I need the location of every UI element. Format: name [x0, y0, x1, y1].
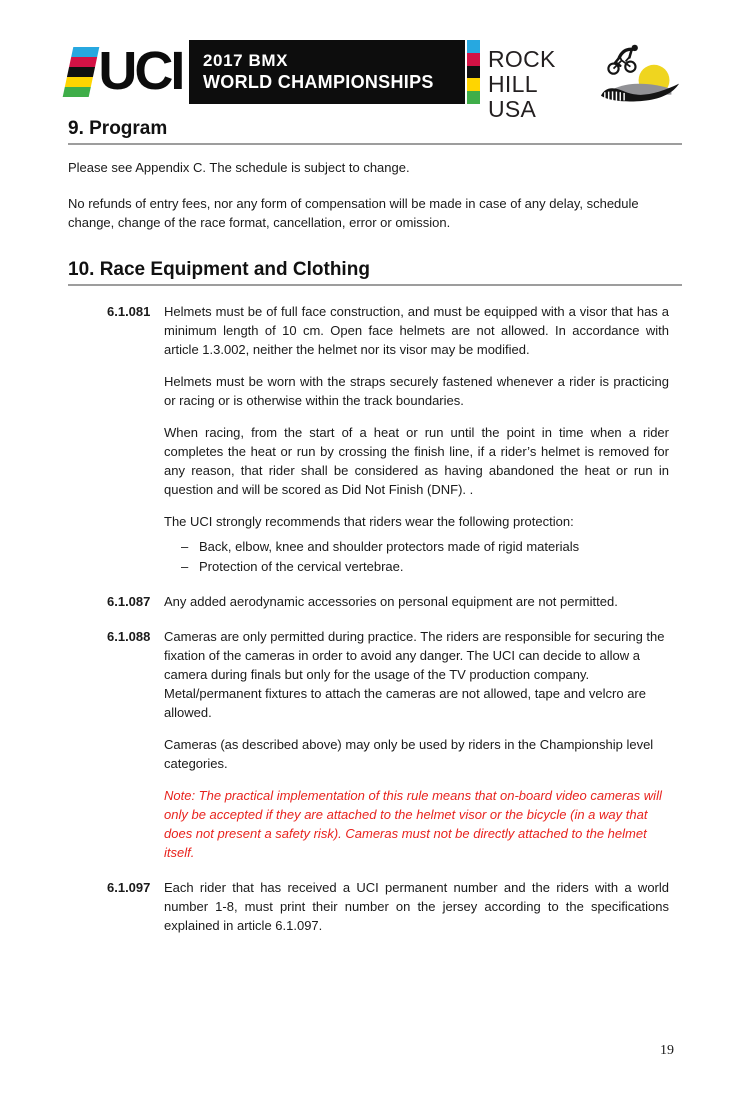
host-country: USA	[488, 96, 537, 122]
event-header	[68, 40, 682, 122]
banner-title-line2: WORLD CHAMPIONSHIPS	[203, 72, 434, 92]
rule-number: 6.1.097	[107, 880, 151, 895]
bullet-text: Back, elbow, knee and shoulder protectors made of rigid materials	[199, 539, 580, 554]
section-10-heading: 10. Race Equipment and Clothing	[68, 259, 682, 286]
paragraph: Please see Appendix C. The schedule is subject to change.	[68, 160, 410, 175]
rule-number: 6.1.081	[107, 304, 151, 319]
paragraph: No refunds of entry fees, nor any form of compensation will be made in case of any delay, schedule change, change of the race format, cancellation, error or omission.	[68, 196, 639, 230]
rule-item-6-1-088	[107, 627, 682, 862]
section-9-heading: 9. Program	[68, 118, 682, 145]
uci-wordmark: UCI	[98, 41, 183, 101]
bullet-text: Protection of the cervical vertebrae.	[199, 558, 404, 574]
rule-body	[164, 592, 669, 611]
event-banner	[189, 40, 465, 104]
rule-item-6-1-087	[107, 592, 682, 611]
rule-paragraph: Helmets must be of full face construction, and must be equipped with a visor that has a minimum length of 10 cm. Open face helmets are not allowed. In accordance with article 1.3.002, neither the helmet nor its visor may be modified.	[164, 304, 669, 357]
bullet-dash-icon: –	[181, 539, 189, 554]
bullet-item	[164, 537, 669, 557]
rule-number: 6.1.088	[107, 629, 151, 644]
rule-paragraph: Any added aerodynamic accessories on personal equipment are not permitted.	[164, 594, 618, 609]
banner-title-line1: 2017 BMX	[203, 51, 289, 70]
rule-body	[164, 302, 669, 576]
rule-item-6-1-081	[107, 302, 682, 576]
rule-item-6-1-097	[107, 878, 682, 935]
page-number: 19	[660, 1043, 674, 1058]
bullet-list	[164, 537, 669, 576]
rule-paragraph: When racing, from the start of a heat or run until the point in time when a rider completes the heat or run by crossing the finish line, if a rider’s helmet is removed for any reason, that rider shall be considered as having abandoned the heat or run in question and will be scored as Did Not Finish (DNF). .	[164, 425, 669, 497]
host-city-lockup	[488, 40, 600, 122]
bmx-rider-ramp-icon	[600, 40, 682, 104]
bullet-dash-icon: –	[181, 558, 189, 574]
bullet-item	[164, 557, 669, 577]
rule-body	[164, 878, 669, 935]
rule-paragraph: Cameras are only permitted during practice. The riders are responsible for securing the fixation of the cameras in order to avoid any danger. The UCI can decide to allow a camera during finals but only for the usage of the TV production company. Metal/permanent fixtures to attach the cameras are not allowed, tape and velcro are allowed.	[164, 629, 665, 720]
uci-rainbow-flag-icon	[63, 47, 100, 97]
rule-paragraph: Each rider that has received a UCI permanent number and the riders with a world number 1-8, must print their number on the jersey according to the specifications explained in article 6.1.097.	[164, 880, 669, 933]
host-city: ROCK HILL	[488, 46, 556, 97]
bmx-rider-ramp-graphic	[600, 40, 682, 104]
rule-paragraph: Helmets must be worn with the straps securely fastened whenever a rider is practicing or racing or is otherwise within the track boundaries.	[164, 374, 669, 408]
rule-number: 6.1.087	[107, 594, 151, 609]
color-strip	[467, 40, 480, 104]
rule-note-paragraph: Note: The practical implementation of this rule means that on-board video cameras will only be accepted if they are attached to the helmet visor or the bicycle (in a way that does not present a safety risk). Cameras must not be directly attached to the helmet itself.	[164, 788, 662, 860]
rule-paragraph: The UCI strongly recommends that riders wear the following protection:	[164, 514, 574, 529]
rule-body	[164, 627, 669, 862]
rule-paragraph: Cameras (as described above) may only be used by riders in the Championship level categories.	[164, 737, 654, 771]
